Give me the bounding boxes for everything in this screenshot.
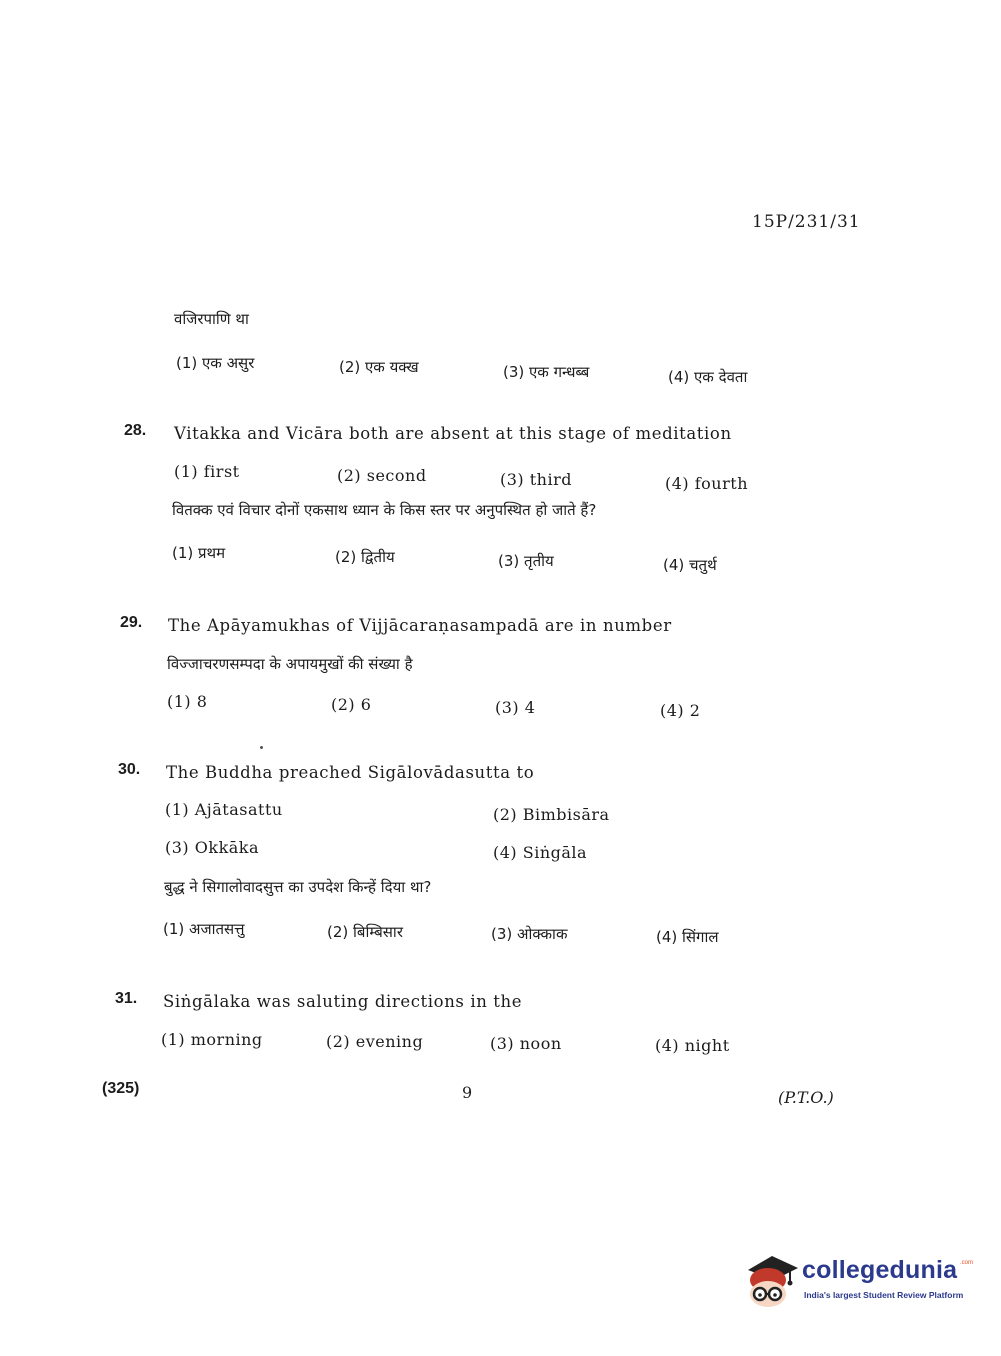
- q29-option-3: (3) 4: [495, 698, 536, 717]
- q30-number: 30.: [118, 761, 141, 778]
- q30-text-en: The Buddha preached Sigālovādasutta to: [166, 763, 535, 782]
- q30-option-en-1: (1) Ajātasattu: [165, 800, 283, 819]
- q27-option-3: (3) एक गन्धब्ब: [503, 363, 590, 381]
- q28-text-hi: वितक्क एवं विचार दोनों एकसाथ ध्यान के किस स्तर पर अनुपस्थित हो जाते हैं?: [172, 501, 597, 519]
- q28-option-hi-2: (2) द्वितीय: [335, 548, 395, 566]
- q30-option-hi-2: (2) बिम्बिसार: [327, 923, 403, 941]
- q28-option-hi-3: (3) तृतीय: [498, 552, 554, 570]
- q30-option-en-4: (4) Siṅgāla: [493, 843, 588, 862]
- q28-text-en: Vitakka and Vicāra both are absent at this stage of meditation: [174, 424, 732, 443]
- q31-option-3: (3) noon: [490, 1034, 562, 1053]
- q30-option-hi-4: (4) सिंगाल: [656, 928, 719, 946]
- page-number: 9: [462, 1083, 473, 1102]
- logo-tld: .com: [960, 1260, 974, 1266]
- speck: [260, 746, 263, 749]
- q30-option-hi-3: (3) ओक्काक: [491, 925, 568, 943]
- q27-tail-text: वजिरपाणि था: [174, 310, 249, 328]
- q30-option-en-2: (2) Bimbisāra: [493, 805, 610, 824]
- q28-option-hi-1: (1) प्रथम: [172, 544, 226, 562]
- logo-tagline: India's largest Student Review Platform: [804, 1290, 964, 1300]
- paper-code: 15P/231/31: [752, 212, 861, 232]
- q29-option-2: (2) 6: [331, 695, 372, 714]
- q28-option-en-2: (2) second: [337, 466, 427, 485]
- q31-option-1: (1) morning: [161, 1030, 263, 1049]
- q29-text-en: The Apāyamukhas of Vijjācaraṇasampadā are in number: [168, 616, 672, 635]
- q30-option-en-3: (3) Okkāka: [165, 838, 260, 857]
- q31-option-2: (2) evening: [326, 1032, 424, 1051]
- q30-text-hi: बुद्ध ने सिगालोवादसुत्त का उपदेश किन्हें दिया था?: [164, 878, 432, 896]
- footer-code: (325): [102, 1080, 140, 1097]
- q29-text-hi: विज्जाचरणसम्पदा के अपायमुखों की संख्या है: [167, 655, 413, 673]
- q31-number: 31.: [115, 990, 138, 1007]
- q31-text-en: Siṅgālaka was saluting directions in the: [163, 992, 523, 1011]
- q28-option-en-1: (1) first: [174, 462, 240, 481]
- q30-option-hi-1: (1) अजातसत्तु: [163, 920, 245, 938]
- logo-wordmark: collegedunia: [802, 1256, 958, 1284]
- q29-number: 29.: [120, 614, 143, 631]
- q28-option-en-3: (3) third: [500, 470, 572, 489]
- q28-option-en-4: (4) fourth: [665, 474, 748, 493]
- q27-option-4: (4) एक देवता: [668, 368, 748, 386]
- q29-option-1: (1) 8: [167, 692, 208, 711]
- collegedunia-logo: [742, 1250, 972, 1314]
- q28-option-hi-4: (4) चतुर्थ: [663, 556, 717, 574]
- q31-option-4: (4) night: [655, 1036, 730, 1055]
- q28-number: 28.: [124, 422, 147, 439]
- q27-option-2: (2) एक यक्ख: [339, 358, 419, 376]
- pto-label: (P.T.O.): [778, 1088, 834, 1107]
- q29-option-4: (4) 2: [660, 701, 701, 720]
- q27-option-1: (1) एक असुर: [176, 354, 255, 372]
- mascot-icon: [742, 1250, 802, 1310]
